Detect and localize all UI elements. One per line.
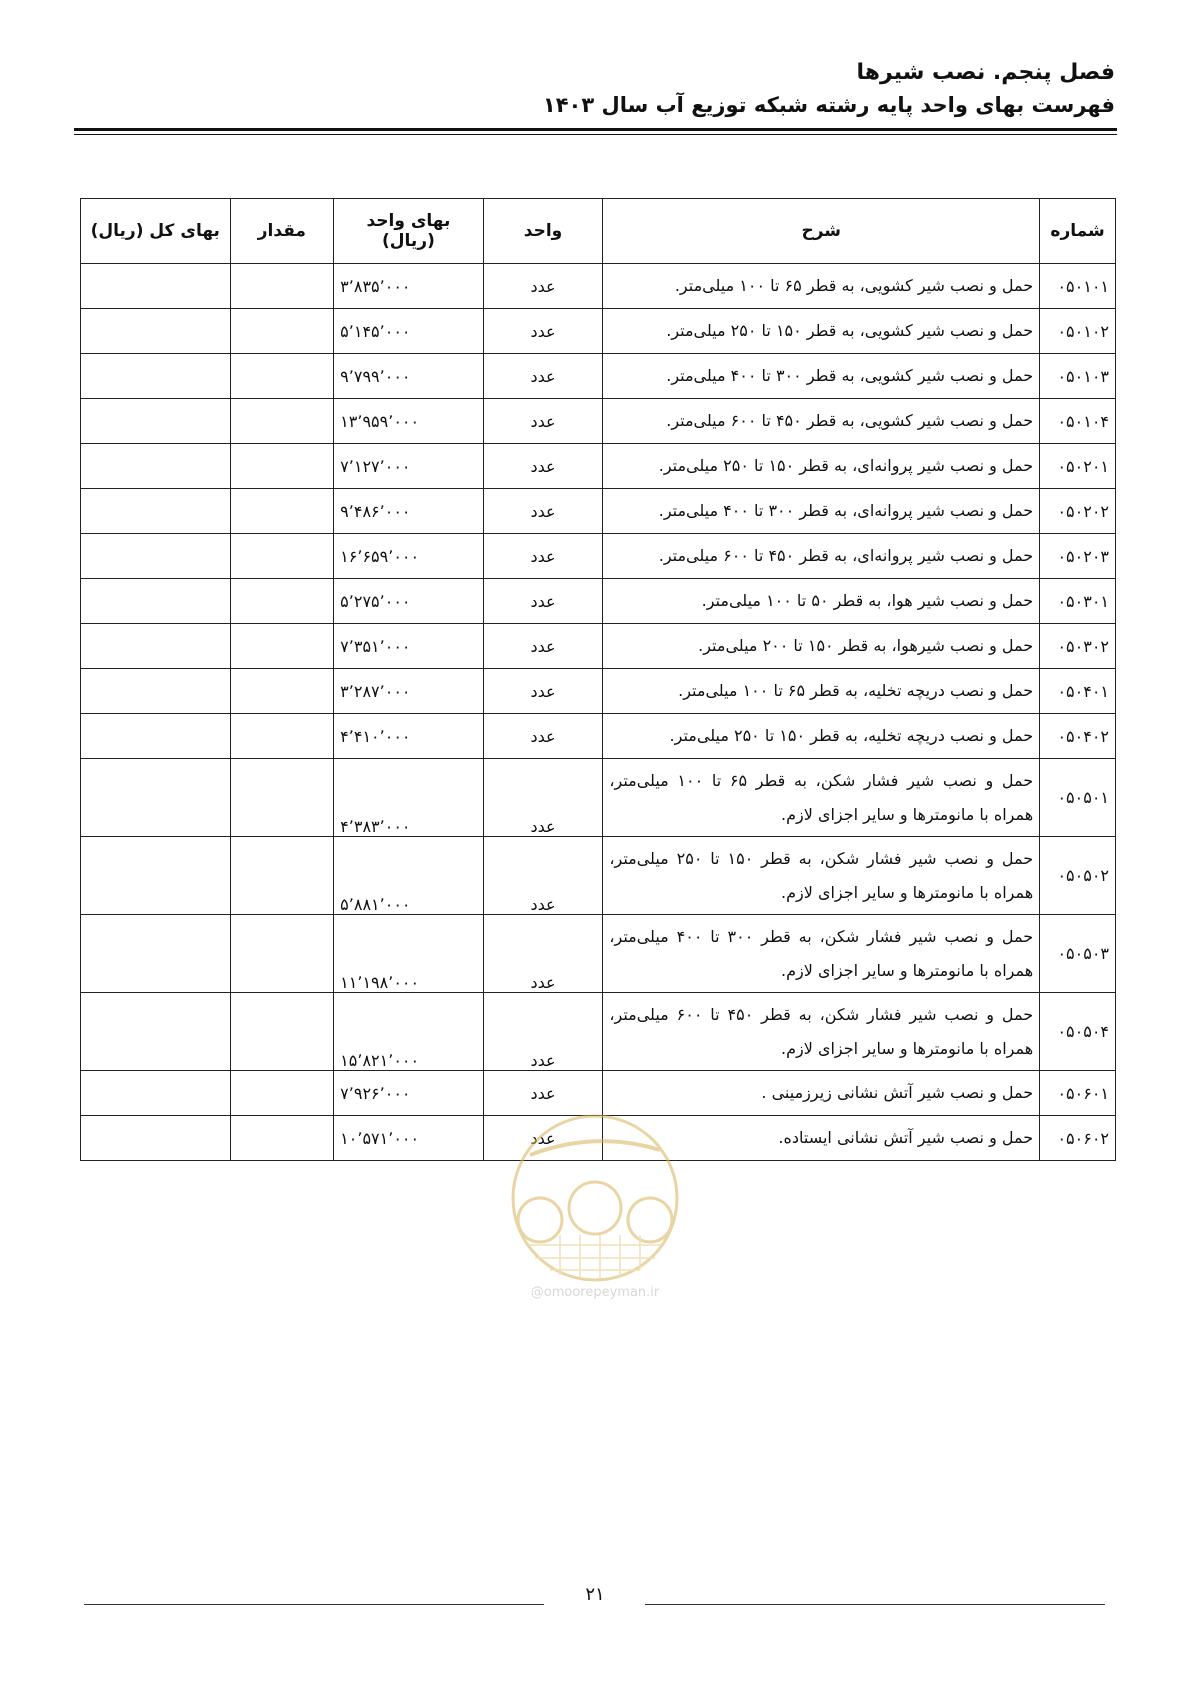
row-code: ۰۵۰۵۰۴	[1040, 993, 1116, 1071]
row-quantity	[230, 579, 334, 624]
row-unit: عدد	[483, 579, 603, 624]
row-unit-price: ۹٬۴۸۶٬۰۰۰	[334, 489, 484, 534]
row-code: ۰۵۰۱۰۴	[1040, 399, 1116, 444]
row-unit: عدد	[483, 624, 603, 669]
row-unit: عدد	[483, 264, 603, 309]
row-unit-price: ۵٬۸۸۱٬۰۰۰	[334, 837, 484, 915]
row-description: حمل و نصب شیر فشار شکن، به قطر ۱۵۰ تا ۲۵۰ میلی‌متر، همراه با مانومترها و سایر اجزای لازم.	[603, 837, 1040, 915]
row-code: ۰۵۰۶۰۱	[1040, 1071, 1116, 1116]
row-total-price	[81, 915, 231, 993]
row-quantity	[230, 444, 334, 489]
row-total-price	[81, 399, 231, 444]
row-total-price	[81, 1071, 231, 1116]
row-unit-price: ۳٬۸۳۵٬۰۰۰	[334, 264, 484, 309]
row-unit-price: ۳٬۲۸۷٬۰۰۰	[334, 669, 484, 714]
row-total-price	[81, 993, 231, 1071]
row-quantity	[230, 714, 334, 759]
watermark-logo	[500, 1110, 690, 1285]
row-total-price	[81, 837, 231, 915]
table-header-row	[81, 199, 1116, 264]
table-row	[81, 915, 1116, 993]
row-description: حمل و نصب شیر فشار شکن، به قطر ۶۵ تا ۱۰۰ میلی‌متر، همراه با مانومترها و سایر اجزای لازم.	[603, 759, 1040, 837]
table-row	[81, 489, 1116, 534]
table-row	[81, 579, 1116, 624]
row-quantity	[230, 264, 334, 309]
table-row	[81, 624, 1116, 669]
header-rule-thick	[74, 128, 1117, 131]
column-header-unit-price: بهای واحد (ریال)	[334, 199, 484, 264]
row-unit: عدد	[483, 1071, 603, 1116]
column-header-quantity: مقدار	[230, 199, 334, 264]
row-unit: عدد	[483, 1116, 603, 1161]
row-description: حمل و نصب شیر کشویی، به قطر ۶۵ تا ۱۰۰ میلی‌متر.	[603, 264, 1040, 309]
row-description: حمل و نصب شیر هوا، به قطر ۵۰ تا ۱۰۰ میلی‌متر.	[603, 579, 1040, 624]
row-unit: عدد	[483, 993, 603, 1071]
column-header-unit: واحد	[483, 199, 603, 264]
row-code: ۰۵۰۵۰۳	[1040, 915, 1116, 993]
row-total-price	[81, 534, 231, 579]
row-unit-price: ۴٬۴۱۰٬۰۰۰	[334, 714, 484, 759]
row-unit: عدد	[483, 534, 603, 579]
column-header-code: شماره	[1040, 199, 1116, 264]
row-unit-price: ۵٬۱۴۵٬۰۰۰	[334, 309, 484, 354]
row-quantity	[230, 915, 334, 993]
row-description: حمل و نصب شیر پروانه‌ای، به قطر ۳۰۰ تا ۴۰۰ میلی‌متر.	[603, 489, 1040, 534]
row-description: حمل و نصب شیرهوا، به قطر ۱۵۰ تا ۲۰۰ میلی‌متر.	[603, 624, 1040, 669]
watermark	[500, 1110, 690, 1310]
row-description: حمل و نصب شیر آتش نشانی زیرزمینی .	[603, 1071, 1040, 1116]
row-quantity	[230, 1116, 334, 1161]
row-unit: عدد	[483, 309, 603, 354]
row-unit-price: ۷٬۱۲۷٬۰۰۰	[334, 444, 484, 489]
footer-line-right	[645, 1604, 1105, 1605]
row-description: حمل و نصب شیر کشویی، به قطر ۳۰۰ تا ۴۰۰ میلی‌متر.	[603, 354, 1040, 399]
row-quantity	[230, 354, 334, 399]
row-unit-price: ۷٬۹۲۶٬۰۰۰	[334, 1071, 484, 1116]
row-description: حمل و نصب شیر کشویی، به قطر ۴۵۰ تا ۶۰۰ میلی‌متر.	[603, 399, 1040, 444]
row-description: حمل و نصب شیر کشویی، به قطر ۱۵۰ تا ۲۵۰ میلی‌متر.	[603, 309, 1040, 354]
row-unit: عدد	[483, 915, 603, 993]
row-quantity	[230, 837, 334, 915]
row-total-price	[81, 1116, 231, 1161]
row-unit: عدد	[483, 354, 603, 399]
row-code: ۰۵۰۲۰۲	[1040, 489, 1116, 534]
row-description: حمل و نصب شیر فشار شکن، به قطر ۴۵۰ تا ۶۰۰ میلی‌متر، همراه با مانومترها و سایر اجزای لازم.	[603, 993, 1040, 1071]
row-quantity	[230, 993, 334, 1071]
row-quantity	[230, 399, 334, 444]
table-row	[81, 309, 1116, 354]
row-unit: عدد	[483, 714, 603, 759]
row-description: حمل و نصب شیر فشار شکن، به قطر ۳۰۰ تا ۴۰۰ میلی‌متر، همراه با مانومترها و سایر اجزای لازم.	[603, 915, 1040, 993]
row-unit: عدد	[483, 399, 603, 444]
table-row	[81, 264, 1116, 309]
row-code: ۰۵۰۱۰۲	[1040, 309, 1116, 354]
row-code: ۰۵۰۵۰۱	[1040, 759, 1116, 837]
row-total-price	[81, 579, 231, 624]
row-unit-price: ۱۱٬۱۹۸٬۰۰۰	[334, 915, 484, 993]
row-total-price	[81, 714, 231, 759]
table-row	[81, 444, 1116, 489]
row-total-price	[81, 444, 231, 489]
row-quantity	[230, 669, 334, 714]
row-description: حمل و نصب دریچه تخلیه، به قطر ۱۵۰ تا ۲۵۰ میلی‌متر.	[603, 714, 1040, 759]
row-code: ۰۵۰۴۰۲	[1040, 714, 1116, 759]
row-unit-price: ۷٬۳۵۱٬۰۰۰	[334, 624, 484, 669]
column-header-total-price: بهای کل (ریال)	[81, 199, 231, 264]
chapter-title: فصل پنجم. نصب شیرها	[856, 60, 1115, 85]
table-row	[81, 399, 1116, 444]
row-quantity	[230, 624, 334, 669]
page-number: ۲۱	[585, 1584, 605, 1605]
table-body	[81, 264, 1116, 1161]
row-unit-price: ۹٬۷۹۹٬۰۰۰	[334, 354, 484, 399]
row-total-price	[81, 309, 231, 354]
watermark-url: @omoorepeyman.ir	[530, 1285, 660, 1300]
table-row	[81, 837, 1116, 915]
row-unit: عدد	[483, 669, 603, 714]
row-unit: عدد	[483, 444, 603, 489]
row-unit-price: ۱۶٬۶۵۹٬۰۰۰	[334, 534, 484, 579]
row-code: ۰۵۰۲۰۳	[1040, 534, 1116, 579]
table-row	[81, 993, 1116, 1071]
table-row	[81, 354, 1116, 399]
table-row	[81, 1071, 1116, 1116]
row-total-price	[81, 489, 231, 534]
row-unit-price: ۱۵٬۸۲۱٬۰۰۰	[334, 993, 484, 1071]
row-quantity	[230, 534, 334, 579]
footer-line-left	[84, 1604, 544, 1605]
row-unit-price: ۱۳٬۹۵۹٬۰۰۰	[334, 399, 484, 444]
row-total-price	[81, 354, 231, 399]
row-total-price	[81, 264, 231, 309]
row-total-price	[81, 624, 231, 669]
row-code: ۰۵۰۱۰۱	[1040, 264, 1116, 309]
row-description: حمل و نصب شیر پروانه‌ای، به قطر ۱۵۰ تا ۲۵۰ میلی‌متر.	[603, 444, 1040, 489]
row-quantity	[230, 1071, 334, 1116]
row-unit-price: ۴٬۳۸۳٬۰۰۰	[334, 759, 484, 837]
row-code: ۰۵۰۱۰۳	[1040, 354, 1116, 399]
row-total-price	[81, 759, 231, 837]
row-quantity	[230, 759, 334, 837]
document-subtitle: فهرست بهای واحد پایه رشته شبکه توزیع آب سال ۱۴۰۳	[542, 93, 1115, 117]
row-code: ۰۵۰۳۰۲	[1040, 624, 1116, 669]
header-rule-thin	[74, 134, 1117, 135]
row-quantity	[230, 489, 334, 534]
row-unit: عدد	[483, 837, 603, 915]
row-unit-price: ۵٬۲۷۵٬۰۰۰	[334, 579, 484, 624]
row-description: حمل و نصب دریچه تخلیه، به قطر ۶۵ تا ۱۰۰ میلی‌متر.	[603, 669, 1040, 714]
row-code: ۰۵۰۶۰۲	[1040, 1116, 1116, 1161]
row-description: حمل و نصب شیر پروانه‌ای، به قطر ۴۵۰ تا ۶۰۰ میلی‌متر.	[603, 534, 1040, 579]
table-row	[81, 534, 1116, 579]
price-list-table	[80, 198, 1116, 1161]
table-row	[81, 759, 1116, 837]
row-code: ۰۵۰۴۰۱	[1040, 669, 1116, 714]
row-code: ۰۵۰۳۰۱	[1040, 579, 1116, 624]
column-header-description: شرح	[603, 199, 1040, 264]
table-row	[81, 669, 1116, 714]
row-code: ۰۵۰۵۰۲	[1040, 837, 1116, 915]
page-header	[543, 58, 1115, 120]
row-code: ۰۵۰۲۰۱	[1040, 444, 1116, 489]
row-total-price	[81, 669, 231, 714]
row-description: حمل و نصب شیر آتش نشانی ایستاده.	[603, 1116, 1040, 1161]
row-unit: عدد	[483, 489, 603, 534]
row-unit: عدد	[483, 759, 603, 837]
row-quantity	[230, 309, 334, 354]
row-unit-price: ۱۰٬۵۷۱٬۰۰۰	[334, 1116, 484, 1161]
table-row	[81, 714, 1116, 759]
